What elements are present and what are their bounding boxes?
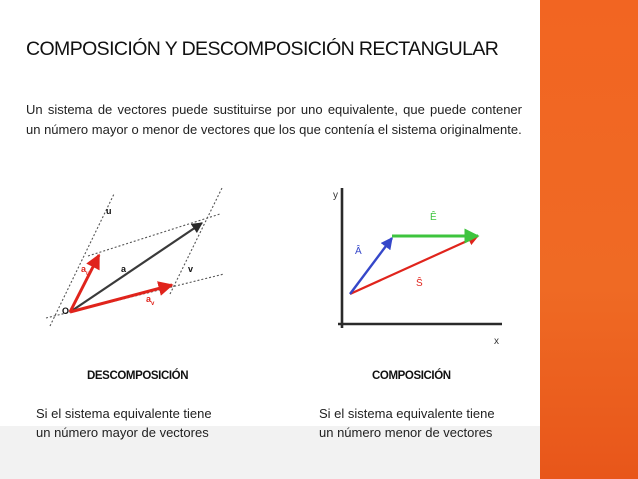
label-a: a [121, 264, 127, 274]
composition-description-line1: Si el sistema equivalente tiene [319, 406, 495, 421]
decomposition-description-line1: Si el sistema equivalente tiene [36, 406, 212, 421]
vector-av [70, 285, 172, 312]
decomposition-caption: DESCOMPOSICIÓN [87, 370, 189, 382]
guide-line-v [88, 214, 220, 256]
composition-description-line2: un número menor de vectores [319, 425, 493, 440]
label-E: Ê [430, 212, 437, 223]
composition-description [319, 404, 529, 442]
label-origin: O [62, 306, 70, 316]
slide-title: COMPOSICIÓN Y DESCOMPOSICIÓN RECTANGULAR [26, 38, 499, 60]
guide-line-u [50, 194, 114, 326]
label-v: v [188, 264, 194, 274]
guide-line-u-parallel [170, 188, 222, 294]
label-av: $a_v$ [146, 294, 155, 307]
vector-a [70, 223, 202, 312]
x-axis-label: x [494, 336, 499, 347]
intro-paragraph: Un sistema de vectores puede sustituirse por uno equivalente, que puede contener un número mayor o menor de vectores que los que contenía el sistema originalmente. [26, 102, 522, 137]
decomposition-description-line2: un número mayor de vectores [36, 425, 209, 440]
composition-diagram [330, 178, 510, 348]
label-au: $a_u$ [81, 264, 90, 277]
decomposition-diagram [44, 178, 234, 338]
label-u: u [106, 206, 112, 216]
label-S: Ŝ [416, 278, 423, 289]
accent-sidebar [540, 0, 638, 479]
vector-S [350, 236, 478, 294]
decomposition-description [36, 404, 246, 442]
y-axis-label: y [333, 190, 338, 201]
label-A: Â [355, 246, 362, 257]
composition-caption: COMPOSICIÓN [372, 370, 451, 382]
